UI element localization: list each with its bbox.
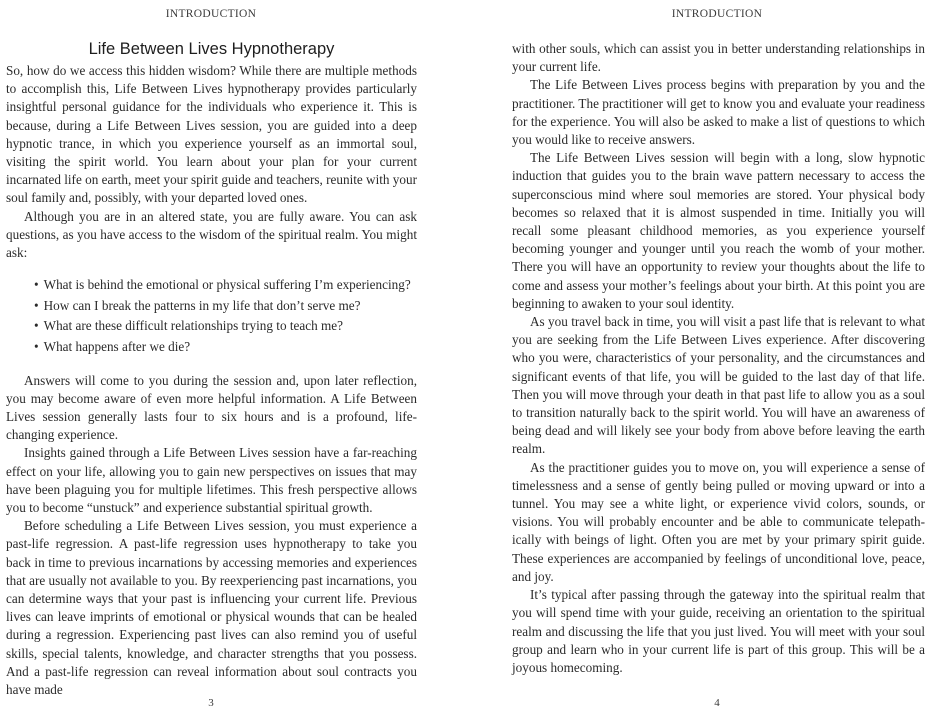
page-number-left: 3 — [208, 697, 214, 709]
paragraph: Although you are in an altered state, you are fully aware. You can ask questions, as you have access to the wisdom of the spiritual realm. You might ask: — [6, 208, 417, 261]
paragraph: So, how do we access this hidden wisdom? While there are multiple methods to accomplish this, Life Between Lives hypnotherapy provides particularly insightful personal guidance for the individuals who experience it. This is because, during a Life Between Lives session, you are guided into a deep hypnotic trance, in which you experience yourself as an immortal soul, visiting the spirit world. You learn about your plan for your current incarnated life on earth, meet your spirit guide and teachers, reunite with your soul family and, possibly, with your departed loved ones. — [6, 63, 417, 206]
paragraph: It’s typical after passing through the gateway into the spiritual realm that you will spend time with your guide, receiving an orientation to the spiritual realm and discussing the life that you just lived. You will meet with your soul group and learn who in your current life is part of this group. This will be a joyous homecoming. — [512, 587, 925, 675]
paragraph: Answers will come to you during the session and, upon later reflection, you may become aware of even more helpful information. A Life Between Lives session generally lasts four to six hours and is a profound, life-changing experience. — [6, 372, 417, 443]
paragraph: The Life Between Lives session will begin with a long, slow hypnotic induction that guides you to the brain wave pattern necessary to access the superconscious mind where soul memories are stored. Your physical body becomes so relaxed that it is almost suspended in time. Initially you will recall some pleasant childhood memories, as you experience yourself becoming younger and younger until you reach the womb of your mother. There you will have an opportunity to review your thoughts about the life to come and assess your mother’s feelings about your birth. At this point you are beginning to awaken to your soul identity. — [512, 150, 925, 311]
list-item: • How can I break the patterns in my life that don’t serve me? — [34, 296, 417, 317]
running-head-left: INTRODUCTION — [165, 8, 257, 20]
paragraph: As you travel back in time, you will visit a past life that is relevant to what you are seeking from the Life Between Lives experience. After discovering who you were, characteristics of your personality, and the circumstances and significant events of that life, you will be guided to the last day of that life. Then you will move through your death in that past life to allow you as a soul to transition naturally back to the spirit world. You will have an awareness of being dead and will likely see your body from above before leaving the earth realm. — [512, 314, 925, 457]
right-body-text — [512, 40, 925, 677]
running-head-right: INTRODUCTION — [671, 8, 763, 20]
paragraph-continuation: with other souls, which can assist you in better understanding relationships in your current life. — [512, 41, 925, 75]
paragraph: The Life Between Lives process begins with preparation by you and the practitioner. The practitioner will get to know you and evaluate your readiness for the experience. You will also be asked to make a list of questions to which you would like to receive answers. — [512, 77, 925, 148]
right-page — [465, 0, 930, 712]
chapter-title: Life Between Lives Hypnotherapy — [88, 40, 335, 58]
paragraph: Before scheduling a Life Between Lives session, you must experience a past-life regression. A past-life regression uses hypnotherapy to take you back in time to previous incarnations by accessing memories and experiences that are usually not available to you. By reexperiencing past incarnations, you can determine ways that your past is influencing your current life. Previous lives can leave imprints of emotional or physical wounds that can be healed during a regression. Experiencing past lives can also remind you of useful skills, special talents, knowledge, and character strengths that you possess. And a past-life regression can reveal information about soul contracts you have made — [6, 518, 417, 698]
paragraph: As the practitioner guides you to move on, you will experience a sense of timelessness and a sense of gently being pulled or moving upward or into a tunnel. You may see a white light, or experience vivid colors, sounds, or visions. You will probably encounter and be able to communicate telepathically with beings of light. Often you are met by your primary spirit guide. These experiences are accompanied by feelings of unconditional love, peace, and joy. — [512, 459, 925, 584]
question-list — [34, 275, 417, 357]
list-item: • What are these difficult relationships trying to teach me? — [34, 316, 417, 337]
list-item: • What happens after we die? — [34, 337, 417, 358]
paragraph: Insights gained through a Life Between Lives session have a far-reaching effect on your life, allowing you to gain new perspectives on issues that may have been plaguing you for multiple lifetimes. This fresh perspective allows you to become “unstuck” and experience substantial spiritual growth. — [6, 445, 417, 516]
page-number-right: 4 — [714, 697, 720, 709]
left-body-text — [6, 62, 417, 699]
list-item: • What is behind the emotional or physical suffering I’m experiencing? — [34, 275, 417, 296]
